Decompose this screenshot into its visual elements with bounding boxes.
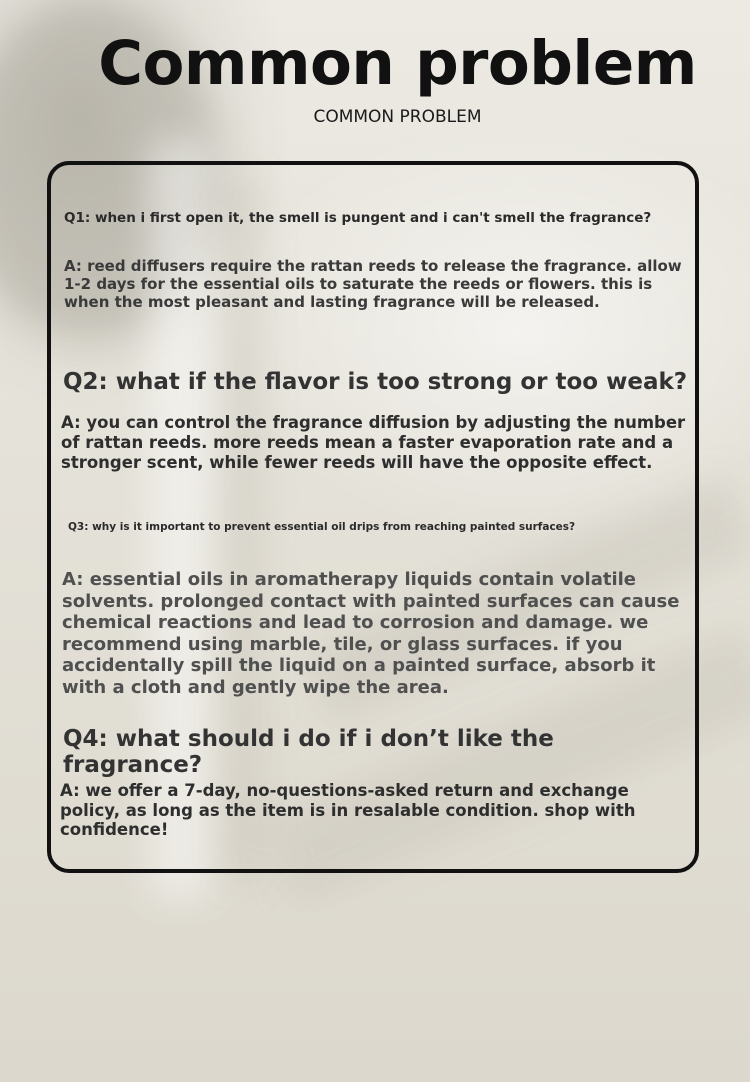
faq-answer-2: A: you can control the fragrance diffusion by adjusting the number of rattan reeds. more reeds mean a faster evaporation rate and a stronger scent, while fewer reeds will have the opposite effect. [61, 413, 686, 472]
faq-question-1: Q1: when i first open it, the smell is pungent and i can't smell the fragrance? [64, 210, 652, 226]
faq-question-3: Q3: why is it important to prevent essential oil drips from reaching painted surfaces? [68, 521, 576, 533]
faq-question-2: Q2: what if the flavor is too strong or too weak? [63, 369, 688, 395]
page-title: Common problem [98, 28, 697, 99]
faq-answer-1: A: reed diffusers require the rattan reeds to release the fragrance. allow 1-2 days for the essential oils to saturate the reeds or flowers. this is when the most pleasant and lasting fragrance will be released. [64, 257, 682, 311]
faq-question-4: Q4: what should i do if i don’t like the fragrance? [63, 726, 554, 778]
faq-answer-3: A: essential oils in aromatherapy liquids contain volatile solvents. prolonged contact with painted surfaces can cause chemical reactions and lead to corrosion and damage. we recommend using marble, tile, or glass surfaces. if you accidentally spill the liquid on a painted surface, absorb it with a cloth and gently wipe the area. [62, 569, 680, 698]
page-subtitle: COMMON PROBLEM [313, 107, 482, 127]
faq-answer-4: A: we offer a 7-day, no-questions-asked return and exchange policy, as long as the item is in resalable condition. shop with confidence! [60, 781, 636, 839]
